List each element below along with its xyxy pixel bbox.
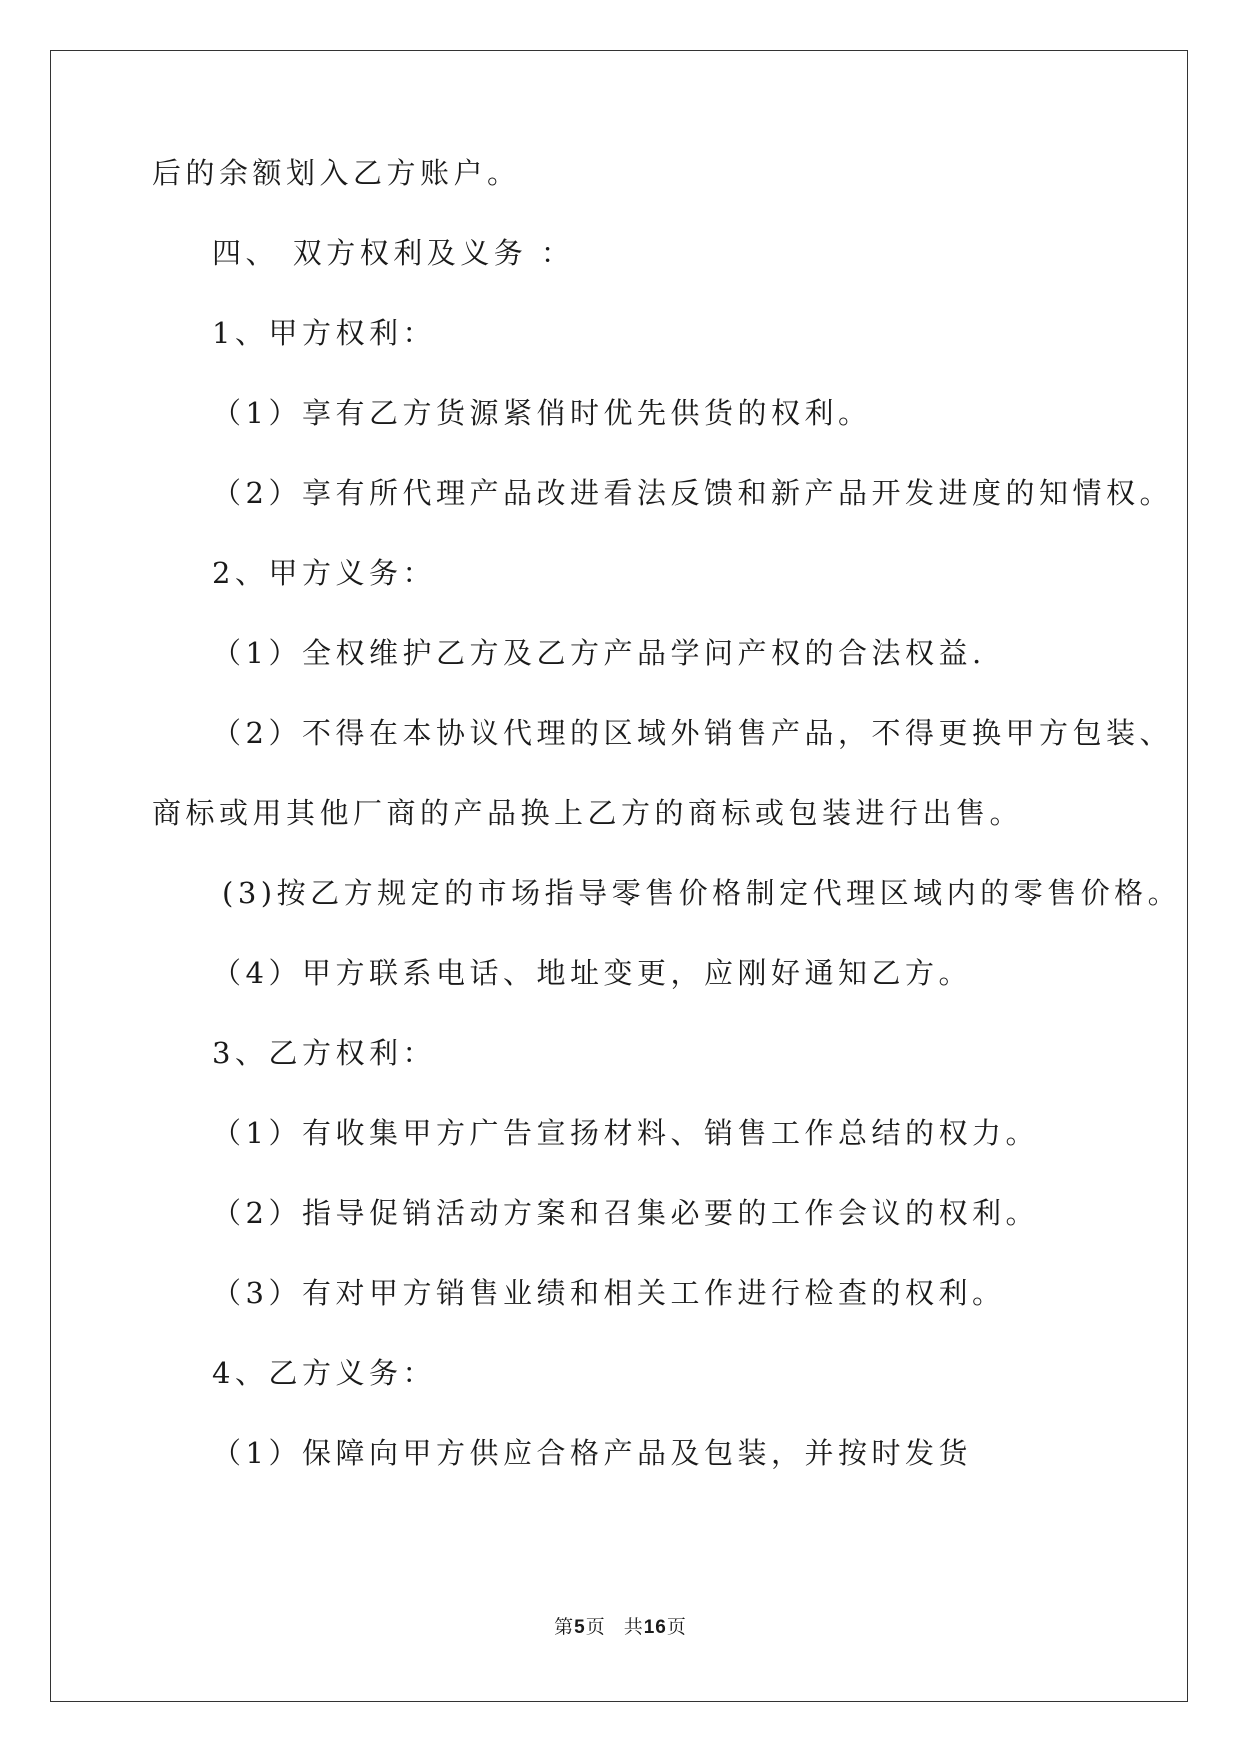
list-item: （2）指导促销活动方案和召集必要的工作会议的权利。 [212,1196,1039,1230]
list-item: （1）有收集甲方广告宣扬材料、销售工作总结的权力。 [212,1116,1039,1150]
subsection-heading: 1、甲方权利： [212,316,436,350]
list-item: (3)按乙方规定的市场指导零售价格制定代理区域内的零售价格。 [222,876,1182,910]
page-prefix: 第 [554,1616,575,1638]
page-suffix: 页 [585,1616,606,1638]
subsection-heading: 3、乙方权利： [212,1036,436,1070]
page-number: 5 [574,1617,586,1638]
subsection-heading: 4、乙方义务： [212,1356,436,1390]
page-footer [0,1612,1241,1639]
section-heading: 四、 双方权利及义务 ： [212,236,575,270]
list-item: （1）保障向甲方供应合格产品及包装，并按时发货 [212,1436,972,1470]
list-item: （1）享有乙方货源紧俏时优先供货的权利。 [212,396,872,430]
paragraph-line: 商标或用其他厂商的产品换上乙方的商标或包装进行出售。 [152,796,1024,830]
list-item: （4）甲方联系电话、地址变更，应刚好通知乙方。 [212,956,972,990]
list-item: （2）不得在本协议代理的区域外销售产品，不得更换甲方包装、 [212,716,1173,750]
paragraph-line: 后的余额划入乙方账户。 [152,156,521,190]
list-item: （3）有对甲方销售业绩和相关工作进行检查的权利。 [212,1276,1006,1310]
total-pages: 16 [643,1617,667,1638]
total-suffix: 页 [666,1616,687,1638]
list-item: （2）享有所代理产品改进看法反馈和新产品开发进度的知情权。 [212,476,1173,510]
subsection-heading: 2、甲方义务： [212,556,436,590]
total-prefix: 共 [623,1616,644,1638]
list-item: （1）全权维护乙方及乙方产品学问产权的合法权益. [212,636,986,670]
